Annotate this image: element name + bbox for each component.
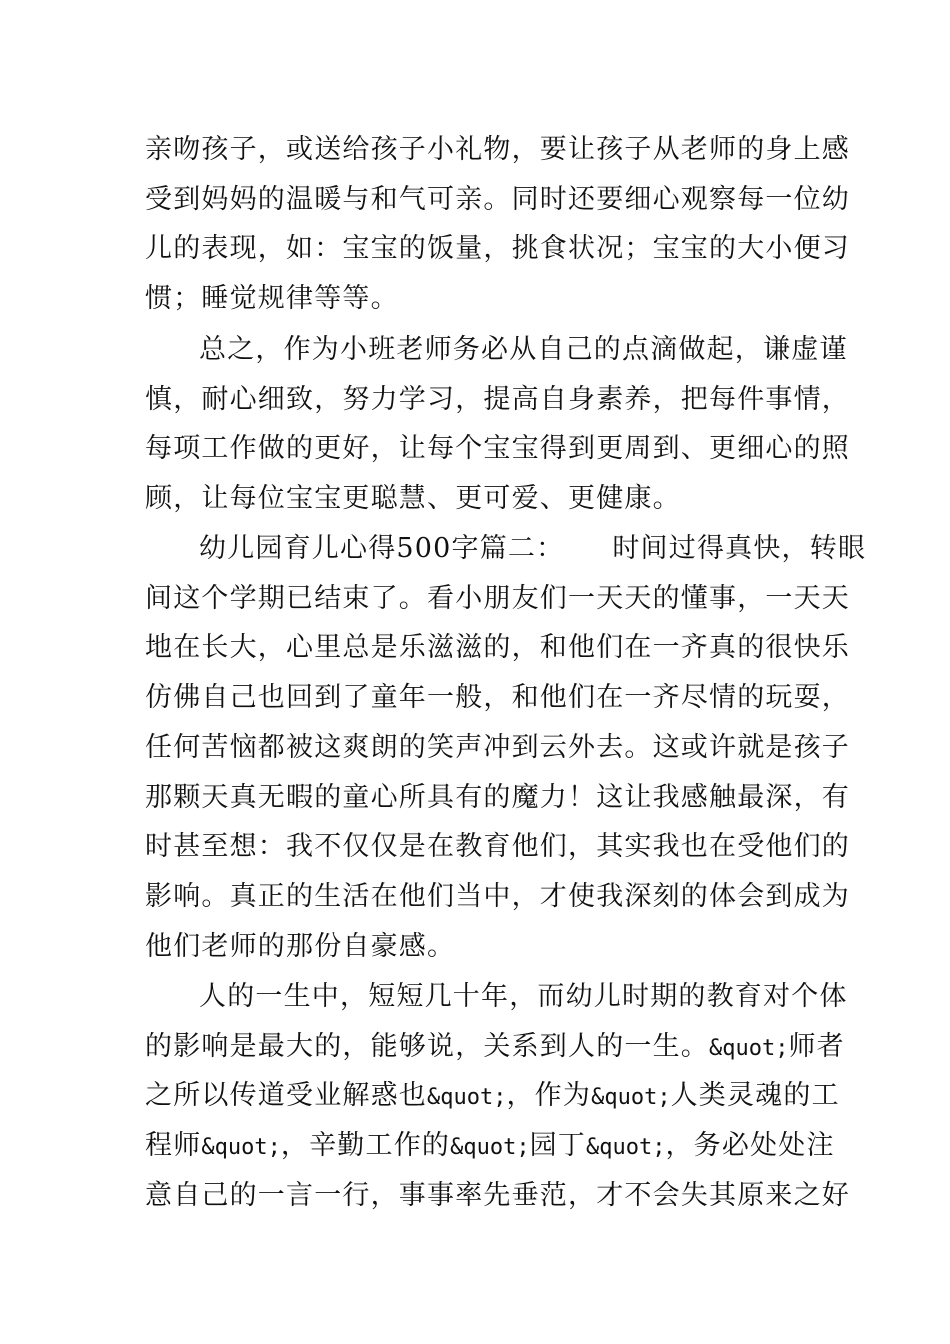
text-line: 意自己的一言一行，事事率先垂范，才不会失其原来之好 [145,1180,850,1211]
text-line: 地在长大，心里总是乐滋滋的，和他们在一齐真的很快乐 [145,632,850,663]
text-line: 儿的表现，如：宝宝的饭量，挑食状况；宝宝的大小便习 [145,233,850,264]
text-line: 时甚至想：我不仅仅是在教育他们，其实我也在受他们的 [145,831,850,862]
html-entity-text: &quot; [709,1036,789,1061]
text-line: 仿佛自己也回到了童年一般，和他们在一齐尽情的玩耍， [145,682,850,713]
paragraph-start-line: 总之，作为小班老师务必从自己的点滴做起，谦虚谨 [199,334,848,365]
text-fragment: 时间过得真快，转眼 [612,533,867,564]
section-heading: 幼儿园育儿心得500字篇二： [199,533,565,564]
text-line: 受到妈妈的温暖与和气可亲。同时还要细心观察每一位幼 [145,184,850,215]
text-line: 亲吻孩子，或送给孩子小礼物，要让孩子从老师的身上感 [145,134,850,165]
html-entity-text: &quot; [591,1085,671,1110]
text-line: 程师&quot;，辛勤工作的&quot;园丁&quot;，务必处处注 [145,1130,835,1161]
text-line: 间这个学期已结束了。看小朋友们一天天的懂事，一天天 [145,583,850,614]
text-line: 之所以传道受业解惑也&quot;，作为&quot;人类灵魂的工 [145,1080,840,1111]
text-line: 顾，让每位宝宝更聪慧、更可爱、更健康。 [145,483,681,514]
section-heading-line [199,529,869,569]
html-entity-text: &quot; [450,1135,530,1160]
html-entity-text: &quot; [585,1135,666,1160]
html-entity-text: &quot; [427,1085,507,1110]
html-entity-text: &quot; [201,1135,281,1160]
text-line: 影响。真正的生活在他们当中，才使我深刻的体会到成为 [145,881,850,912]
text-line: 惯；睡觉规律等等。 [145,283,399,314]
text-line: 的影响是最大的，能够说，关系到人的一生。&quot;师者 [145,1031,845,1062]
text-line: 那颗天真无暇的童心所具有的魔力！这让我感触最深，有 [145,782,850,813]
text-line: 每项工作做的更好，让每个宝宝得到更周到、更细心的照 [145,433,850,464]
text-line: 他们老师的那份自豪感。 [145,931,456,962]
paragraph-start-line: 人的一生中，短短几十年，而幼儿时期的教育对个体 [199,981,848,1012]
text-line: 任何苦恼都被这爽朗的笑声冲到云外去。这或许就是孩子 [145,732,850,763]
text-line: 慎，耐心细致，努力学习，提高自身素养，把每件事情， [145,384,850,415]
